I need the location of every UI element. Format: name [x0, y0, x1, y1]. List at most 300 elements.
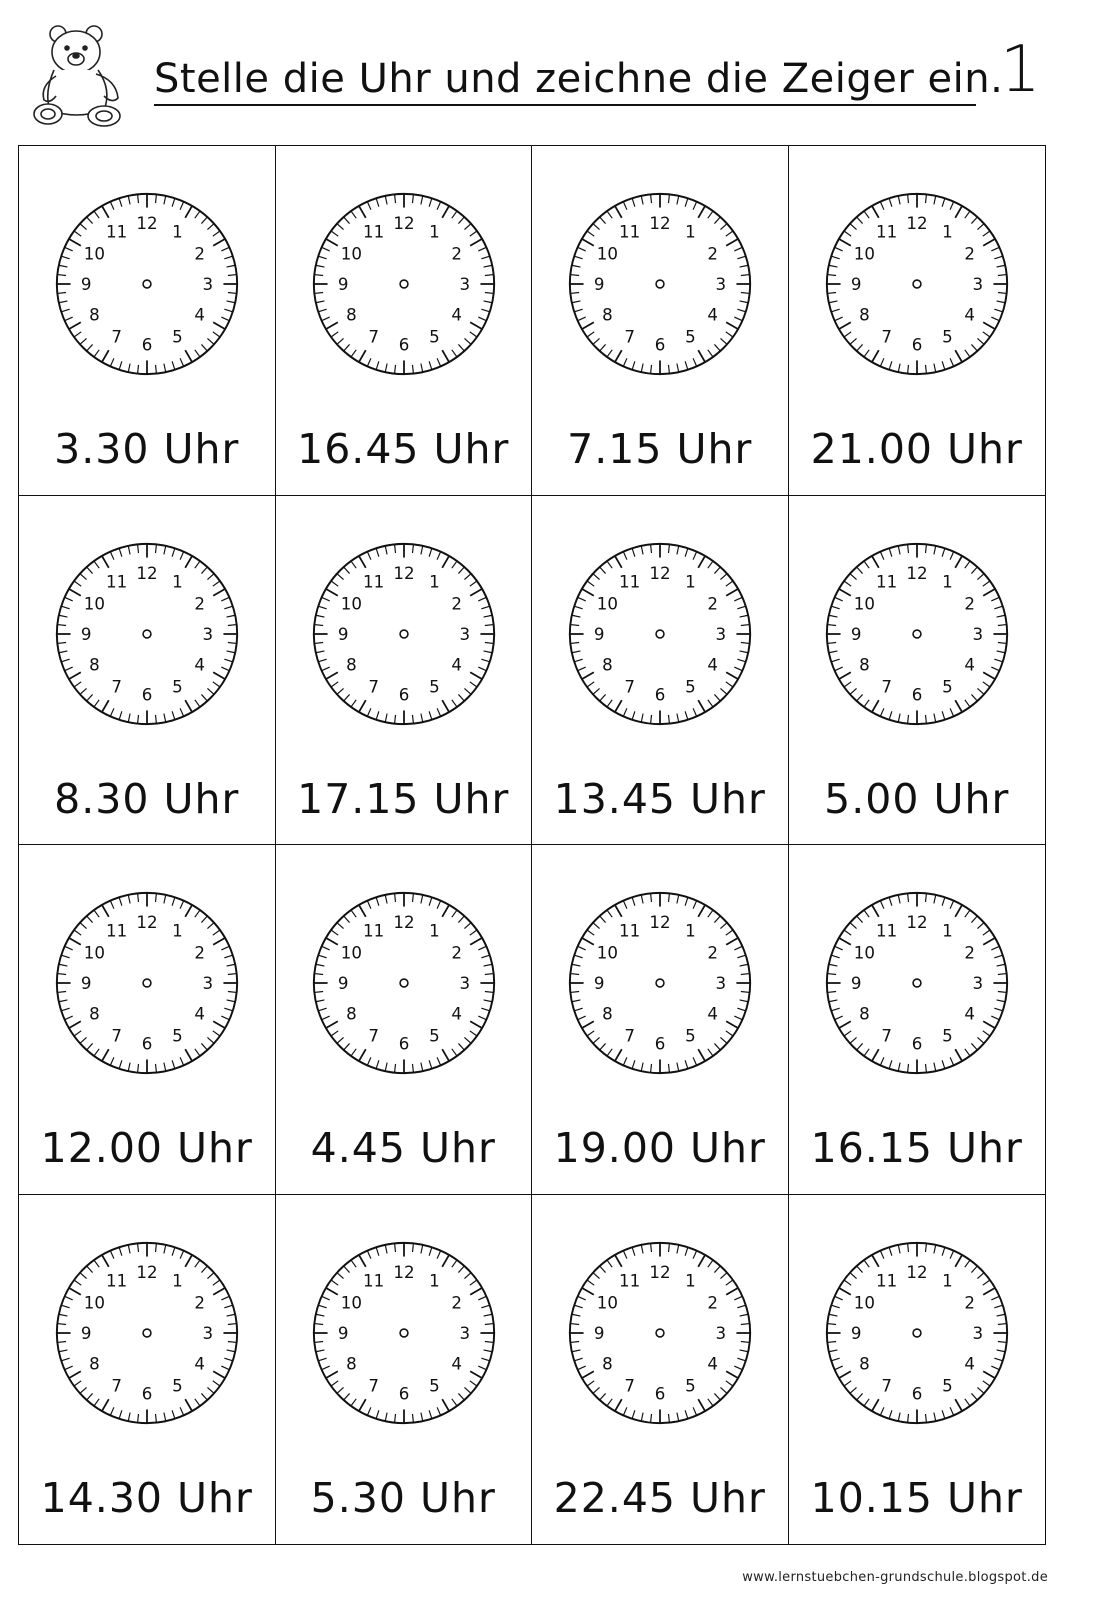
minute-tick: [61, 1008, 69, 1011]
clock-cell: [276, 1195, 533, 1545]
minute-tick: [741, 624, 750, 625]
hour-numeral: 5: [685, 1026, 696, 1046]
minute-tick: [213, 1280, 220, 1285]
minute-tick: [224, 659, 232, 662]
hour-numeral: 4: [194, 654, 205, 674]
minute-tick: [343, 1265, 349, 1272]
hour-numeral: 10: [853, 943, 875, 963]
minute-tick: [376, 711, 379, 719]
minute-tick: [331, 681, 338, 686]
clock-face[interactable]: [49, 885, 245, 1081]
minute-tick: [61, 309, 69, 312]
minute-tick: [582, 322, 594, 329]
minute-tick: [907, 1243, 908, 1252]
hour-numeral: 1: [428, 1270, 440, 1290]
minute-tick: [708, 1260, 713, 1267]
hour-numeral: 3: [458, 1323, 470, 1343]
minute-tick: [834, 946, 842, 950]
minute-tick: [87, 217, 93, 224]
minute-tick: [464, 224, 471, 230]
minute-tick: [714, 694, 720, 701]
minute-tick: [582, 588, 594, 595]
minute-tick: [849, 1387, 856, 1393]
minute-tick: [572, 301, 581, 303]
hour-numeral: 2: [963, 594, 975, 613]
minute-tick: [185, 350, 192, 362]
hour-numeral: 12: [392, 1262, 415, 1282]
clock-cell: [532, 1195, 789, 1545]
minute-tick: [889, 198, 892, 206]
minute-tick: [343, 694, 349, 701]
minute-tick: [331, 581, 338, 586]
minute-tick: [933, 895, 935, 904]
minute-tick: [677, 1412, 679, 1421]
minute-tick: [442, 1049, 449, 1061]
hour-numeral: 3: [715, 973, 727, 993]
minute-tick: [128, 1244, 130, 1253]
minute-tick: [336, 224, 343, 230]
minute-tick: [582, 1371, 594, 1378]
minute-tick: [997, 624, 1006, 625]
minute-tick: [429, 1410, 432, 1418]
minute-tick: [478, 1296, 486, 1300]
minute-tick: [94, 1049, 99, 1056]
minute-tick: [582, 1021, 594, 1028]
minute-tick: [385, 1244, 387, 1253]
clock-cell: [789, 146, 1046, 496]
hour-numeral: 10: [596, 594, 618, 613]
minute-tick: [578, 317, 586, 321]
hour-numeral: 4: [707, 305, 718, 325]
minute-tick: [213, 1021, 225, 1028]
hour-numeral: 10: [853, 1293, 875, 1312]
minute-tick: [828, 301, 837, 303]
hour-numeral: 4: [450, 305, 462, 325]
clock-face[interactable]: [306, 186, 502, 382]
minute-tick: [977, 923, 984, 929]
minute-tick: [65, 247, 73, 251]
minute-tick: [201, 1393, 207, 1400]
minute-tick: [964, 1049, 969, 1056]
minute-tick: [996, 1314, 1005, 1316]
hour-numeral: 2: [707, 244, 718, 264]
minute-tick: [871, 1399, 878, 1411]
minute-tick: [451, 211, 456, 218]
minute-tick: [201, 1043, 207, 1050]
clock-face[interactable]: [819, 1235, 1015, 1431]
minute-tick: [321, 597, 329, 601]
minute-tick: [600, 1265, 606, 1272]
clock-face[interactable]: [562, 186, 758, 382]
clock-cell: [789, 845, 1046, 1195]
minute-tick: [221, 667, 229, 671]
minute-tick: [469, 332, 476, 337]
minute-tick: [80, 224, 87, 230]
hour-numeral: 8: [89, 305, 100, 325]
minute-tick: [971, 566, 977, 573]
minute-tick: [185, 1399, 192, 1411]
hour-numeral: 1: [172, 1270, 183, 1290]
minute-tick: [59, 1349, 68, 1351]
minute-tick: [164, 895, 166, 904]
minute-tick: [69, 938, 81, 945]
time-label: 3.30 Uhr: [54, 425, 240, 473]
minute-tick: [632, 548, 635, 556]
minute-tick: [385, 1063, 387, 1072]
clock-face[interactable]: [562, 536, 758, 732]
minute-tick: [600, 1043, 606, 1050]
hour-numeral: 6: [141, 335, 153, 355]
minute-tick: [172, 1247, 175, 1255]
minute-tick: [138, 1064, 139, 1073]
minute-tick: [394, 365, 395, 374]
minute-tick: [734, 1366, 742, 1370]
hour-numeral: 4: [450, 1004, 462, 1024]
minute-tick: [74, 231, 81, 236]
minute-tick: [458, 1265, 464, 1272]
minute-tick: [834, 597, 842, 601]
minute-tick: [685, 1247, 688, 1255]
hour-numeral: 8: [858, 305, 870, 325]
minute-tick: [632, 1410, 635, 1418]
hour-numeral: 6: [911, 685, 922, 705]
minute-tick: [87, 1393, 93, 1400]
minute-tick: [889, 1247, 892, 1255]
minute-tick: [693, 551, 697, 559]
minute-tick: [315, 1000, 324, 1002]
minute-tick: [849, 338, 856, 344]
minute-tick: [138, 544, 139, 553]
minute-tick: [437, 202, 441, 210]
minute-tick: [669, 365, 670, 374]
hour-numeral: 1: [941, 571, 953, 591]
minute-tick: [991, 597, 999, 601]
minute-tick: [221, 1016, 229, 1020]
hour-numeral: 7: [880, 1375, 892, 1395]
clock-face[interactable]: [49, 536, 245, 732]
minute-tick: [578, 667, 586, 671]
minute-tick: [458, 344, 464, 351]
minute-tick: [228, 992, 237, 993]
minute-tick: [698, 700, 705, 712]
clock-face[interactable]: [306, 885, 502, 1081]
minute-tick: [570, 1341, 579, 1342]
minute-tick: [358, 1399, 365, 1411]
minute-tick: [641, 364, 643, 373]
minute-tick: [483, 265, 492, 267]
minute-tick: [458, 217, 464, 224]
minute-tick: [180, 1057, 184, 1065]
minute-tick: [607, 910, 612, 917]
minute-tick: [685, 198, 688, 206]
minute-tick: [429, 1247, 432, 1255]
minute-tick: [376, 361, 379, 369]
hour-numeral: 9: [850, 1323, 862, 1343]
minute-tick: [991, 1016, 999, 1020]
minute-tick: [871, 555, 878, 567]
minute-tick: [228, 1341, 237, 1342]
minute-tick: [827, 974, 836, 975]
minute-tick: [831, 309, 839, 312]
minute-tick: [331, 1280, 338, 1285]
minute-tick: [470, 938, 482, 945]
minute-tick: [221, 1366, 229, 1370]
minute-tick: [442, 350, 449, 362]
minute-tick: [164, 196, 166, 205]
minute-tick: [321, 946, 329, 950]
minute-tick: [451, 350, 456, 357]
minute-tick: [578, 946, 586, 950]
hour-numeral: 7: [367, 1026, 379, 1046]
minute-tick: [693, 1250, 697, 1258]
minute-tick: [195, 1049, 200, 1056]
clock-face[interactable]: [306, 1235, 502, 1431]
minute-tick: [677, 1244, 679, 1253]
minute-tick: [385, 713, 387, 722]
minute-tick: [698, 1254, 705, 1266]
hour-numeral: 9: [850, 624, 862, 644]
minute-tick: [898, 196, 900, 205]
minute-tick: [321, 1366, 329, 1370]
minute-tick: [889, 711, 892, 719]
minute-tick: [69, 239, 81, 246]
minute-tick: [102, 1399, 109, 1411]
minute-tick: [376, 198, 379, 206]
minute-tick: [376, 1060, 379, 1068]
minute-tick: [195, 1398, 200, 1405]
clock-center-dot: [913, 1329, 921, 1337]
minute-tick: [632, 361, 635, 369]
minute-tick: [213, 1380, 220, 1385]
minute-tick: [343, 344, 349, 351]
clock-face[interactable]: [562, 885, 758, 1081]
minute-tick: [385, 895, 387, 904]
hour-numeral: 6: [398, 1384, 409, 1404]
hour-numeral: 11: [875, 222, 897, 242]
time-label: 17.15 Uhr: [297, 774, 510, 823]
hour-numeral: 1: [685, 222, 696, 242]
minute-tick: [740, 615, 749, 617]
time-label: 14.30 Uhr: [40, 1473, 253, 1522]
minute-tick: [849, 1272, 856, 1278]
minute-tick: [119, 198, 122, 206]
minute-tick: [623, 1057, 627, 1065]
hour-numeral: 11: [362, 222, 384, 242]
minute-tick: [351, 1260, 356, 1267]
hour-numeral: 12: [905, 563, 928, 583]
minute-tick: [484, 624, 493, 625]
hour-numeral: 7: [111, 676, 122, 696]
minute-tick: [593, 1037, 600, 1043]
hour-numeral: 12: [392, 913, 415, 933]
minute-tick: [221, 247, 229, 251]
minute-tick: [880, 1407, 884, 1415]
hour-numeral: 3: [458, 973, 470, 993]
clock-face[interactable]: [49, 186, 245, 382]
minute-tick: [221, 1296, 229, 1300]
minute-tick: [864, 699, 869, 706]
hour-numeral: 6: [141, 1384, 153, 1404]
minute-tick: [607, 350, 612, 357]
minute-tick: [737, 1305, 745, 1308]
minute-tick: [737, 606, 745, 609]
minute-tick: [180, 202, 184, 210]
minute-tick: [481, 1305, 489, 1308]
hour-numeral: 11: [362, 571, 384, 591]
minute-tick: [578, 1366, 586, 1370]
minute-tick: [470, 1021, 482, 1028]
minute-tick: [889, 361, 892, 369]
minute-tick: [740, 964, 749, 966]
minute-tick: [110, 1057, 114, 1065]
hour-numeral: 9: [80, 1323, 92, 1343]
clock-face[interactable]: [819, 885, 1015, 1081]
hour-numeral: 9: [80, 624, 92, 644]
minute-tick: [478, 247, 486, 251]
minute-tick: [59, 964, 68, 966]
clock-face[interactable]: [306, 536, 502, 732]
clock-cell: [19, 1195, 276, 1545]
minute-tick: [478, 1366, 486, 1370]
hour-numeral: 12: [649, 913, 671, 933]
minute-tick: [74, 1031, 81, 1036]
minute-tick: [607, 1398, 612, 1405]
minute-tick: [828, 650, 837, 652]
minute-tick: [574, 256, 582, 259]
hour-numeral: 3: [202, 274, 214, 294]
hour-numeral: 9: [80, 973, 92, 993]
minute-tick: [367, 708, 371, 716]
minute-tick: [677, 895, 679, 904]
minute-tick: [615, 905, 622, 917]
minute-tick: [394, 194, 395, 203]
hour-numeral: 3: [202, 973, 214, 993]
minute-tick: [685, 548, 688, 556]
minute-tick: [651, 194, 652, 203]
minute-tick: [470, 588, 482, 595]
hour-numeral: 11: [106, 222, 128, 242]
minute-tick: [651, 893, 652, 902]
hour-numeral: 12: [136, 563, 158, 583]
hour-numeral: 6: [911, 1034, 922, 1054]
hour-numeral: 12: [136, 214, 158, 234]
minute-tick: [844, 581, 851, 586]
minute-tick: [207, 1272, 214, 1278]
minute-tick: [128, 364, 130, 373]
minute-tick: [838, 239, 850, 246]
minute-tick: [325, 588, 337, 595]
minute-tick: [94, 1398, 99, 1405]
minute-tick: [907, 714, 908, 723]
clock-face[interactable]: [49, 1235, 245, 1431]
minute-tick: [838, 1287, 850, 1294]
minute-tick: [669, 194, 670, 203]
hour-numeral: 3: [715, 624, 727, 644]
hour-numeral: 1: [941, 222, 953, 242]
clock-center-dot: [143, 1329, 151, 1337]
minute-tick: [110, 708, 114, 716]
minute-tick: [367, 1407, 371, 1415]
minute-tick: [478, 667, 486, 671]
minute-tick: [314, 974, 323, 975]
minute-tick: [156, 365, 157, 374]
minute-tick: [582, 938, 594, 945]
minute-tick: [224, 1008, 232, 1011]
minute-tick: [164, 364, 166, 373]
hour-numeral: 9: [337, 274, 349, 294]
minute-tick: [907, 194, 908, 203]
minute-tick: [907, 1064, 908, 1073]
hour-numeral: 12: [392, 563, 415, 583]
minute-tick: [889, 1410, 892, 1418]
minute-tick: [849, 224, 856, 230]
minute-tick: [834, 1296, 842, 1300]
minute-tick: [207, 688, 214, 694]
clock-face[interactable]: [562, 1235, 758, 1431]
time-label: 22.45 Uhr: [553, 1473, 766, 1522]
minute-tick: [221, 946, 229, 950]
minute-tick: [997, 642, 1006, 643]
minute-tick: [925, 714, 926, 723]
minute-tick: [925, 893, 926, 902]
minute-tick: [394, 714, 395, 723]
minute-tick: [315, 615, 324, 617]
minute-tick: [172, 198, 175, 206]
minute-tick: [336, 1387, 343, 1393]
clock-face[interactable]: [819, 186, 1015, 382]
clock-face[interactable]: [819, 536, 1015, 732]
minute-tick: [478, 597, 486, 601]
minute-tick: [119, 897, 122, 905]
minute-tick: [207, 573, 214, 579]
minute-tick: [343, 1393, 349, 1400]
hour-numeral: 9: [80, 274, 92, 294]
minute-tick: [587, 1280, 594, 1285]
minute-tick: [394, 1413, 395, 1422]
minute-tick: [994, 1305, 1002, 1308]
hour-numeral: 9: [593, 973, 605, 993]
minute-tick: [737, 256, 745, 259]
minute-tick: [994, 1358, 1002, 1361]
minute-tick: [376, 897, 379, 905]
hour-numeral: 5: [172, 676, 183, 696]
minute-tick: [321, 317, 329, 321]
minute-tick: [207, 338, 214, 344]
minute-tick: [740, 1000, 749, 1002]
minute-tick: [412, 544, 413, 553]
minute-tick: [61, 606, 69, 609]
minute-tick: [385, 545, 387, 554]
minute-tick: [977, 688, 984, 694]
minute-tick: [838, 672, 850, 679]
minute-tick: [224, 606, 232, 609]
minute-tick: [65, 597, 73, 601]
minute-tick: [94, 1260, 99, 1267]
minute-tick: [394, 1064, 395, 1073]
minute-tick: [572, 650, 581, 652]
minute-tick: [600, 344, 606, 351]
minute-tick: [213, 672, 225, 679]
minute-tick: [481, 955, 489, 958]
minute-tick: [483, 1000, 492, 1002]
minute-tick: [632, 897, 635, 905]
minute-tick: [950, 358, 954, 366]
minute-tick: [933, 196, 935, 205]
hour-numeral: 2: [963, 1293, 975, 1312]
minute-tick: [483, 301, 492, 303]
minute-tick: [351, 350, 356, 357]
minute-tick: [856, 217, 862, 224]
